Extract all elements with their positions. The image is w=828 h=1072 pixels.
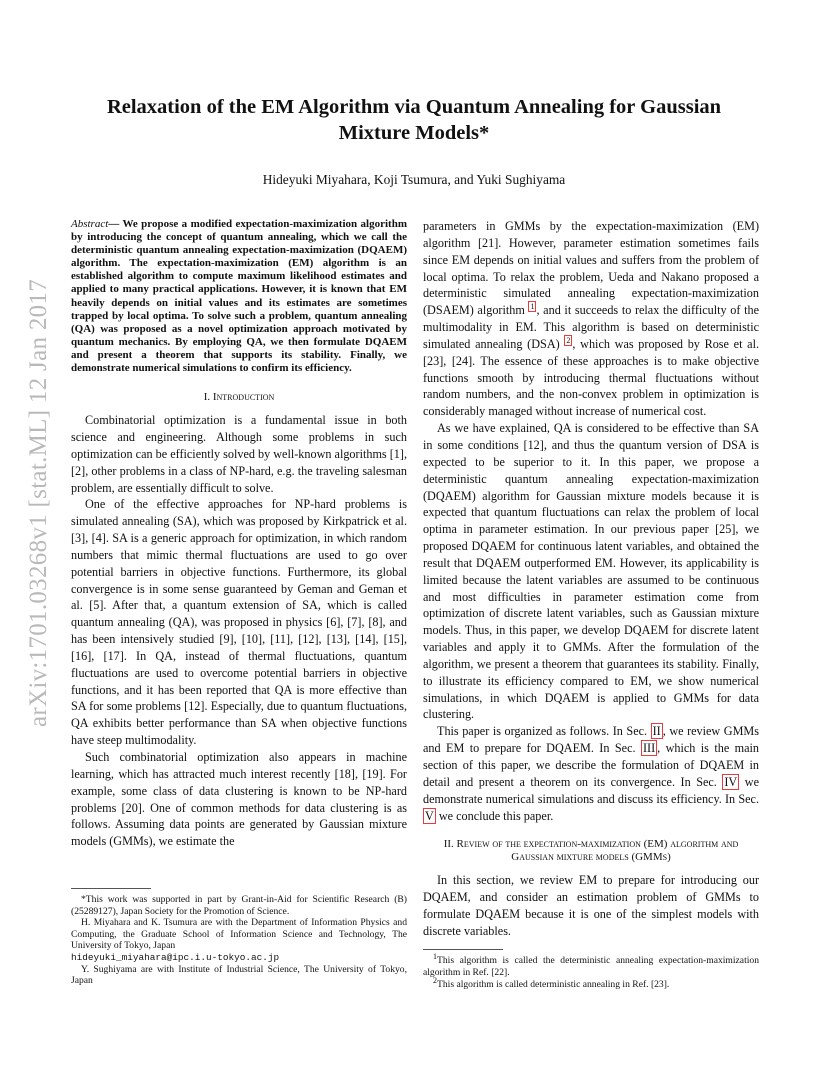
method-footnotes bbox=[423, 951, 759, 992]
intro-paragraph: One of the effective approaches for NP-hard problems is simulated annealing (SA), which was proposed by Kirkpatrick et al. [3], [4]. SA is a generic approach for optimization, in which random numbers that mimic thermal fluctuations are used to go over potential barriers in objective functions. Furthermore, its global convergence is in some sense guaranteed by Geman and Geman et al. [5]. After that, a quantum extension of SA, which is called quantum annealing (QA), was proposed in physics [6], [7], [8], and has been intensively studied [9], [10], [11], [12], [13], [14], [15], [16], [17]. In QA, instead of thermal fluctuations, quantum fluctuations are used to overcome potential barriers in objective functions, and it has been reported that QA is more effective than SA for some problems [12]. Especially, due to quantum fluctuations, QA exhibits better performance than SA when objective functions have steep multimodality. bbox=[71, 497, 407, 748]
funding-footnote: *This work was supported in part by Grant-in-Aid for Scientific Research (B) (25289127), Japan Society for the Promotion of Science. bbox=[71, 894, 407, 917]
paper-title: Relaxation of the EM Algorithm via Quantum Annealing for Gaussian Mixture Models* bbox=[106, 96, 722, 144]
footnote-number: 1 bbox=[433, 951, 437, 961]
abstract-label: Abstract bbox=[71, 218, 109, 230]
abstract bbox=[71, 218, 407, 375]
abstract-text: — We propose a modified expectation-maximization algorithm by introducing the concept of quantum annealing, which we call the deterministic quantum annealing expectation-maximization (DQAEM) algorithm. The expectation-maximization (EM) algorithm is an established algorithm to compute maximum likelihood estimates and applied to many practical applications. However, it is known that EM heavily depends on initial values and its estimates are sometimes trapped by local optima. To solve such a problem, quantum annealing (QA) was proposed as a novel optimization approach motivated by quantum mechanics. By employing QA, we then formulate DQAEM and present a theorem that supports its stability. Finally, we demonstrate numerical simulations to confirm its efficiency. bbox=[71, 218, 407, 375]
section-heading-review: II. Review of the expectation-maximization (EM) algorithm and Gaussian mixture models (GMMs) bbox=[443, 838, 739, 864]
affiliation-footnote bbox=[71, 917, 407, 963]
intro-paragraph: Combinatorial optimization is a fundamental issue in both science and engineering. Although some problems in such optimization can be efficiently solved by well-known algorithms [1], [2], other problems in a class of NP-hard, e.g. the traveling salesman problem, are essentially difficult to solve. bbox=[71, 413, 407, 495]
footnote-text: This algorithm is called the deterministic annealing expectation-maximization algorithm in Ref. [22]. bbox=[423, 955, 759, 978]
text-run: , which was proposed by Rose et al. [23], [24]. The essence of these approaches is to make objective functions smooth by introducing thermal fluctuations without random numbers, and the non-convex problem in optimization is considerably managed without increase of numerical cost. bbox=[423, 336, 760, 419]
footnote-number: 2 bbox=[433, 976, 437, 985]
text-run: , and it succeeds to relax the difficulty of the multimodality in EM. This algorithm is based on deterministic simulated annealing (DSA) bbox=[423, 303, 759, 351]
footnote-mark-link[interactable]: 1 bbox=[530, 302, 535, 312]
affiliation-footnotes bbox=[71, 894, 407, 987]
intro-paragraph: As we have explained, QA is considered to be effective than SA in some conditions [12], and thus the quantum version of DSA is expected to be superior to it. In this paper, we propose a deterministic quantum annealing expectation-maximization (DQAEM) algorithm for Gaussian mixture models because it is expected that quantum fluctuations can relax the problem of local optima in parameter estimation. In our previous paper [25], we proposed DQAEM for continuous latent variables, and obtained the result that DQAEM outperformed EM. However, its applicability is limited because the latent variables are assumed to be continuous and most difficulties in parameter estimation come from optimization of discrete latent variables, such as Gaussian mixture models. Thus, in this paper, we develop DQAEM for discrete latent variables and apply it to GMMs. After the formulation of the algorithm, we present a theorem that guarantees its stability. Finally, to illustrate its efficiency compared to EM, we show numerical simulations, in which DQAEM is applied to GMMs for data clustering. bbox=[423, 421, 759, 722]
author-list: Hideyuki Miyahara, Koji Tsumura, and Yuki Sughiyama bbox=[262, 172, 566, 187]
footnote-mark-link[interactable]: 2 bbox=[566, 335, 571, 345]
arxiv-identifier bbox=[24, 255, 54, 750]
text-run: parameters in GMMs by the expectation-maximization (EM) algorithm [21]. However, parameter estimation sometimes fails since EM depends on initial values and suffers from the problem of local optima. To relax the problem, Ueda and Nakano proposed a deterministic simulated annealing expectation-maximization (DSAEM) algorithm bbox=[423, 219, 759, 318]
left-column bbox=[71, 218, 407, 850]
text-run: we demonstrate numerical simulations and discuss its efficiency. In Sec. bbox=[423, 774, 759, 806]
section-ref-link[interactable]: III bbox=[642, 741, 656, 756]
footnote-2 bbox=[423, 976, 759, 991]
arxiv-identifier-text: arXiv:1701.03268v1 [stat.ML] 12 Jan 2017 bbox=[25, 278, 52, 727]
footnote-text: This algorithm is called deterministic annealing in Ref. [23]. bbox=[437, 979, 670, 991]
footnote-1 bbox=[423, 951, 759, 978]
email-link[interactable]: hideyuki_miyahara@ipc.i.u-tokyo.ac.jp bbox=[71, 951, 280, 963]
text-run: , we review GMMs and EM to prepare for DQAEM. In Sec. bbox=[423, 724, 760, 756]
section-ref-link[interactable]: II bbox=[652, 724, 661, 739]
intro-paragraph: Such combinatorial optimization also appears in machine learning, which has attracted much interest recently [18], [19]. For example, some class of data clustering is known to be NP-hard problems [20]. One of common methods for data clustering is as follows. Assuming data points are generated by Gaussian mixture models (GMMs), we estimate the bbox=[71, 750, 407, 849]
section-ref-link[interactable]: V bbox=[425, 808, 434, 823]
affiliation-text: H. Miyahara and K. Tsumura are with the Department of Information Physics and Computing, the Graduate School of Information Science and Technology, The University of Tokyo, Japan bbox=[71, 917, 407, 952]
text-run: we conclude this paper. bbox=[435, 808, 554, 823]
organization-paragraph bbox=[423, 723, 759, 824]
text-run: This paper is organized as follows. In Sec. bbox=[437, 724, 648, 739]
footnote-rule bbox=[423, 949, 503, 950]
footnote-rule bbox=[71, 888, 151, 889]
review-paragraph: In this section, we review EM to prepare for introducing our DQAEM, and consider an estimation problem of GMMs to formulate DQAEM because it is one of the simplest models with discrete variables. bbox=[423, 873, 759, 938]
section-ref-link[interactable]: IV bbox=[724, 774, 738, 789]
intro-paragraph bbox=[423, 218, 759, 420]
section-heading-introduction: I. Introduction bbox=[203, 391, 275, 404]
text-run: , which is the main section of this paper, we describe the formulation of DQAEM in detail and present a theorem on its convergence. In Sec. bbox=[423, 741, 760, 789]
right-column bbox=[423, 218, 759, 940]
affiliation-footnote: Y. Sughiyama are with Institute of Industrial Science, The University of Tokyo, Japan bbox=[71, 963, 407, 987]
